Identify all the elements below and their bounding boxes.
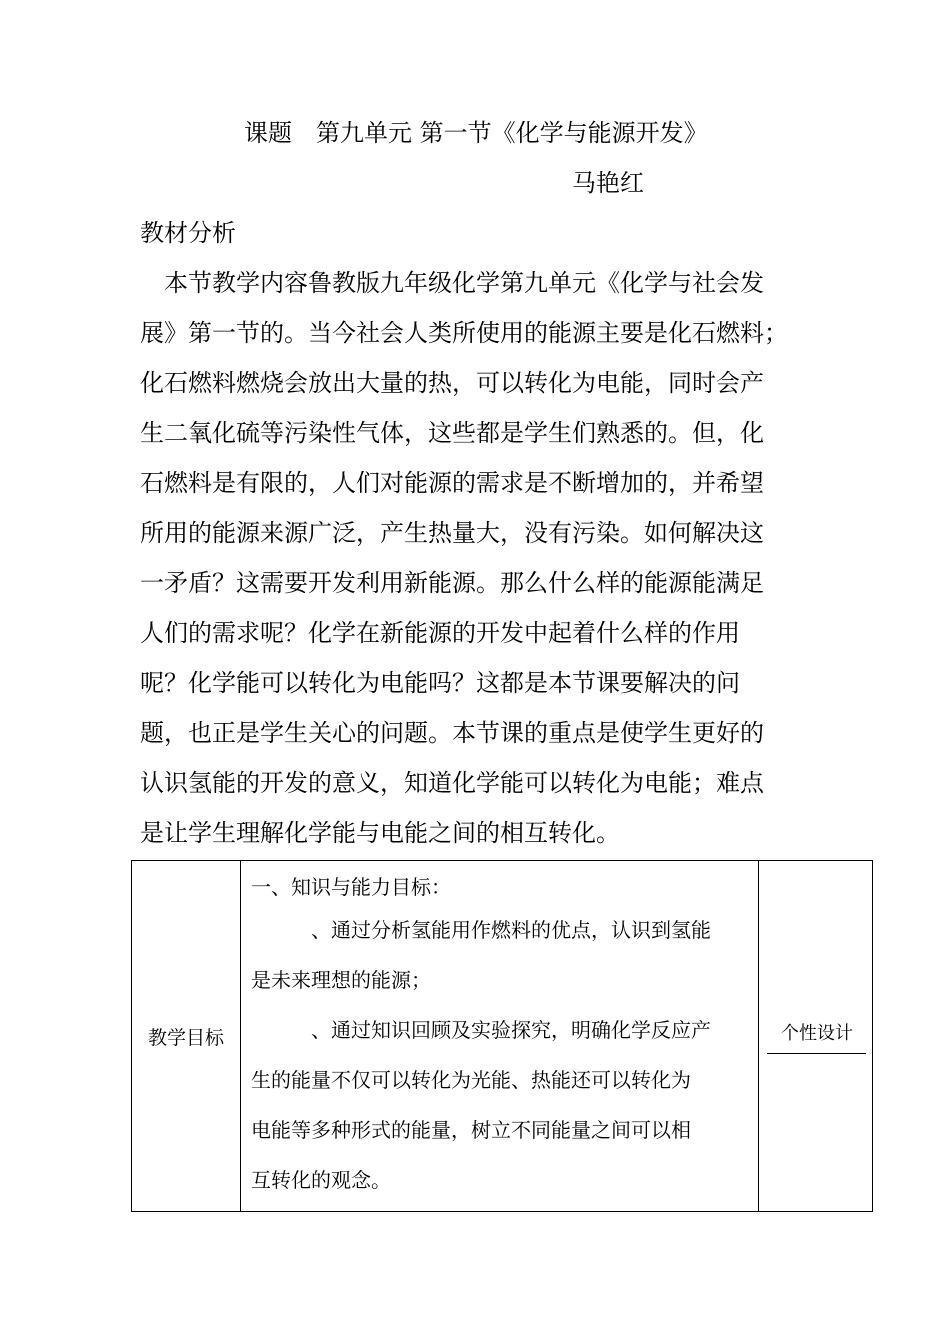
personal-design-cell [759,861,873,1212]
analysis-line: 题，也正是学生关心的问题。本节课的重点是使学生更好的 [140,719,764,747]
goals-line: 是未来理想的能源； [251,968,431,992]
goals-line: 互转化的观念。 [251,1168,391,1192]
analysis-paragraph [140,265,820,865]
analysis-line: 展》第一节的。当今社会人类所使用的能源主要是化石燃料； [140,319,788,347]
analysis-line: 一矛盾？这需要开发利用新能源。那么什么样的能源能满足 [140,569,764,597]
lesson-title: 课题 第九单元 第一节《化学与能源开发》 [244,119,708,147]
teaching-goals-table [131,860,873,1212]
goals-line: 一、知识与能力目标： [251,875,451,899]
analysis-line: 所用的能源来源广泛，产生热量大，没有污染。如何解决这 [140,519,764,547]
analysis-line: 本节教学内容鲁教版九年级化学第九单元《化学与社会发 [140,269,764,297]
analysis-line: 是让学生理解化学能与电能之间的相互转化。 [140,819,620,847]
section-heading-analysis: 教材分析 [140,219,236,247]
goals-line: 电能等多种形式的能量，树立不同能量之间可以相 [251,1118,691,1142]
goals-label: 教学目标 [147,1026,224,1049]
divider [767,1053,866,1054]
personal-design-label: 个性设计 [781,1023,853,1044]
analysis-line: 认识氢能的开发的意义，知道化学能可以转化为电能；难点 [140,769,764,797]
goals-line: 、通过分析氢能用作燃料的优点，认识到氢能 [311,918,711,942]
analysis-line: 呢？化学能可以转化为电能吗？这都是本节课要解决的问 [140,669,740,697]
analysis-line: 石燃料是有限的，人们对能源的需求是不断增加的，并希望 [140,469,764,497]
author-name: 马艳红 [572,169,644,197]
analysis-line: 人们的需求呢？化学在新能源的开发中起着什么样的作用 [140,619,740,647]
goals-line: 、通过知识回顾及实验探究，明确化学反应产 [311,1018,711,1042]
goals-content-cell [241,861,759,1212]
analysis-line: 化石燃料燃烧会放出大量的热，可以转化为电能，同时会产 [140,369,764,397]
goals-label-cell [132,861,241,1212]
goals-line: 生的能量不仅可以转化为光能、热能还可以转化为 [251,1068,691,1092]
analysis-line: 生二氧化硫等污染性气体，这些都是学生们熟悉的。但，化 [140,419,764,447]
table-row [132,861,873,1212]
